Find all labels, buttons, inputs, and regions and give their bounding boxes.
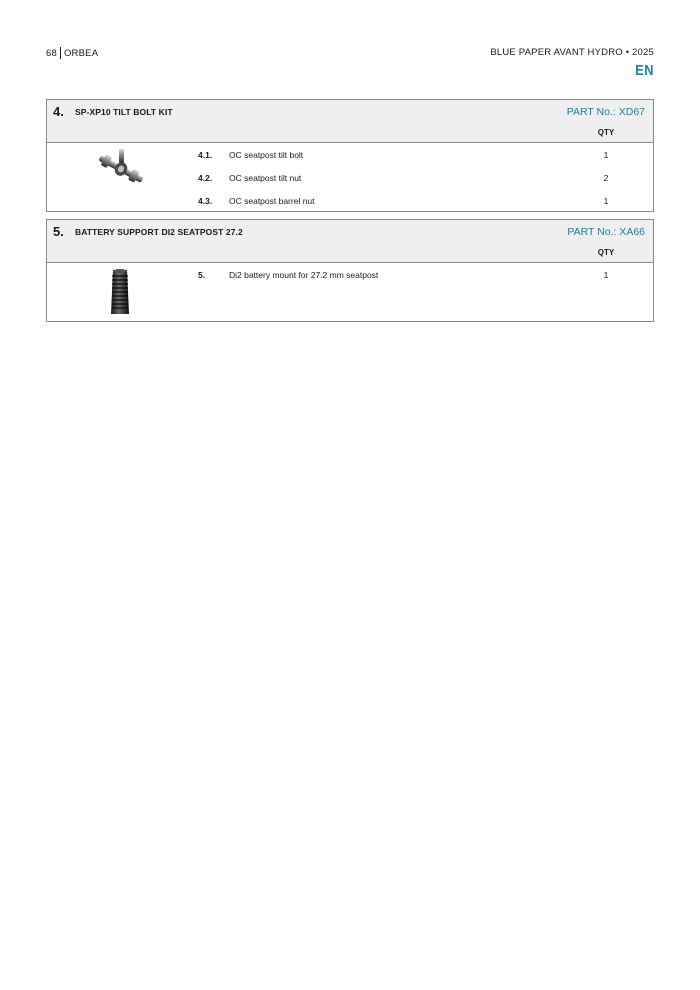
page-header-left xyxy=(46,47,98,59)
part-number: PART No.: XA66 xyxy=(567,226,645,238)
qty-header: QTY xyxy=(597,248,615,257)
brand-name: ORBEA xyxy=(63,47,99,59)
page-number: 68 xyxy=(46,47,57,59)
item-description: OC seatpost tilt nut xyxy=(229,173,302,183)
item-number: 4.1. xyxy=(198,150,213,160)
item-number: 4.3. xyxy=(198,196,213,206)
header-divider xyxy=(60,47,61,59)
language-tag: EN xyxy=(635,62,654,79)
part-number: PART No.: XD67 xyxy=(566,106,645,118)
item-qty: 2 xyxy=(603,173,609,183)
section-title: BATTERY SUPPORT DI2 SEATPOST 27.2 xyxy=(75,227,243,237)
section-number: 5. xyxy=(53,224,64,239)
item-qty: 1 xyxy=(603,196,609,206)
item-qty: 1 xyxy=(603,270,609,280)
item-number: 5. xyxy=(198,270,206,280)
item-qty: 1 xyxy=(603,150,609,160)
section-header xyxy=(47,220,653,263)
section-title: SP-XP10 TILT BOLT KIT xyxy=(75,107,173,117)
tilt-bolt-kit-image xyxy=(95,149,147,189)
part-section-4 xyxy=(46,99,654,212)
item-description: OC seatpost barrel nut xyxy=(229,196,315,206)
item-description: Di2 battery mount for 27.2 mm seatpost xyxy=(229,270,379,280)
part-section-5 xyxy=(46,219,654,322)
section-header xyxy=(47,100,653,143)
item-number: 4.2. xyxy=(198,173,213,183)
battery-mount-image xyxy=(107,268,133,316)
section-number: 4. xyxy=(53,104,64,119)
document-title: BLUE PAPER AVANT HYDRO • 2025 xyxy=(490,47,654,58)
item-description: OC seatpost tilt bolt xyxy=(229,150,304,160)
qty-header: QTY xyxy=(597,128,615,137)
